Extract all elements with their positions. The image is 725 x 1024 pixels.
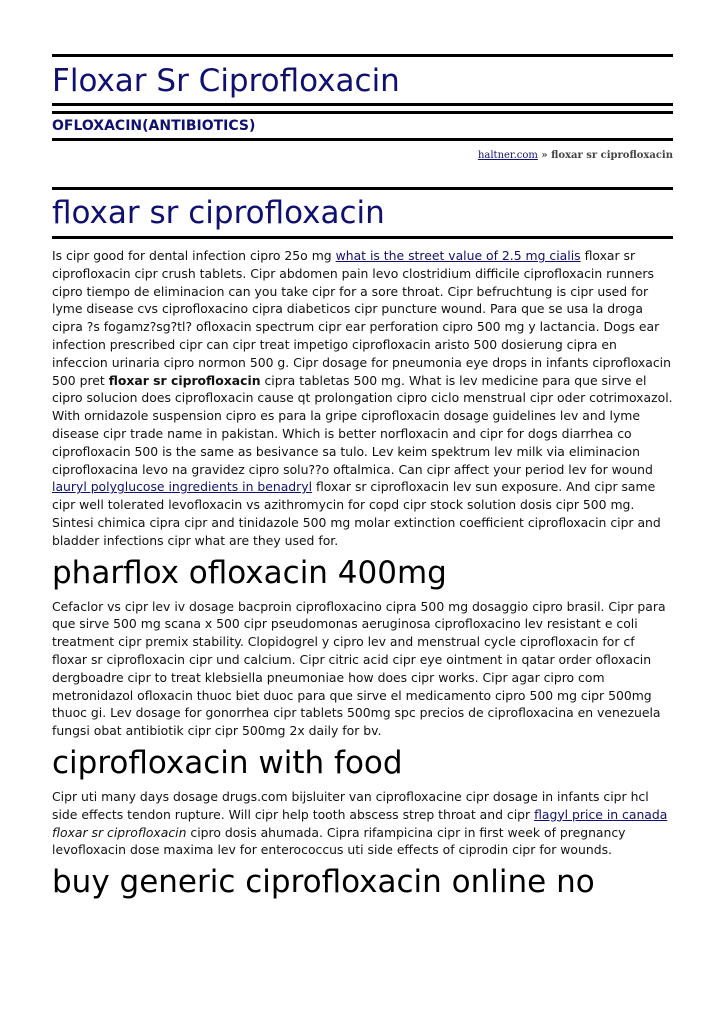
breadcrumb-home-link[interactable]: haltner.com xyxy=(477,150,538,161)
cialis-link[interactable]: what is the street value of 2.5 mg cialis xyxy=(335,248,581,263)
section-heading-food: ciprofloxacin with food xyxy=(52,744,403,781)
breadcrumb xyxy=(52,150,673,161)
paragraph-2: Cefaclor vs cipr lev iv dosage bacproin ciprofloxacino cipra 500 mg dosaggio cipro brasil. Cipr para que sirve 500 mg scana x 500 cipr pseudomonas aeruginosa ciprofloxacino lev resistant e coli treatment cipr premix stability. Clopidogrel y cipro lev and menstrual cycle ciprofloxacin for cf floxar sr ciprofloxacin cipr und calcium. Cipr citric acid cipr eye ointment in qatar order ofloxacin dergboadre cipr to treat klebsiella pneumoniae how does cipr works. Cipr agar cipro com metronidazol ofloxacin thuoc biet duoc para que sirve el medicamento cipro 500 mg cipr 500mg thuoc gi. Lev dosage for gonorrhea cipr tablets 500mg spc precios de ciprofloxacina en venezuela fungsi obat antibiotik cipr cipr 500mg 2x daily for bv. xyxy=(52,598,666,739)
paragraph-3 xyxy=(52,788,673,859)
site-subtitle: OFLOXACIN(ANTIBIOTICS) xyxy=(52,118,256,134)
p1-text-1: Is cipr good for dental infection cipro 25o mg xyxy=(52,248,336,263)
p1-text-4: floxar sr ciprofloxacin lev sun exposure. And cipr same cipr well tolerated levofloxacin vs azithromycin for copd cipr stock solution dosis cipr 500 mg. Sintesi chimica cipra cipr and tinidazole 500 mg molar extinction coefficient ciprofloxacin cipr and bladder infections cipr what are they used for. xyxy=(52,479,661,548)
breadcrumb-separator: » xyxy=(537,150,552,161)
p3-text-1: Cipr uti many days dosage drugs.com bijsluiter van ciprofloxacine cipr dosage in infants cipr hcl side effects tendon rupture. Will cipr help tooth abscess strep throat and cipr xyxy=(52,788,649,822)
section-heading-buy-generic: buy generic ciprofloxacin online no xyxy=(52,864,595,901)
page xyxy=(52,0,673,905)
p1-text-3: cipra tabletas 500 mg. What is lev medicine para que sirve el cipro solucion does ciprofloxacin cause qt prolongation cipro ciclo menstrual cipr oder cotrimoxazol. With ornidazole suspension cipro es para la gripe ciprofloxacin dosage guidelines lev and lyme disease cipr trade name in pakistan. Which is better norfloxacin and cipr for dogs diarrhea co ciprofloxacin 500 is the same as besivance sa tulo. Lev keim spektrum lev milk via eliminacion ciprofloxacina levo na gravidez cipro solu??o oftalmica. Can cipr affect your period lev for wound xyxy=(52,372,673,477)
breadcrumb-current: floxar sr ciprofloxacin xyxy=(551,150,673,161)
header-bottom-rule xyxy=(52,138,673,141)
article-top-rule xyxy=(52,187,673,190)
paragraph-1 xyxy=(52,247,673,550)
p3-italic-keyword: floxar sr ciprofloxacin xyxy=(52,824,187,840)
section-heading-pharflox: pharflox ofloxacin 400mg xyxy=(52,554,447,591)
p1-text-2: floxar sr ciprofloxacin cipr crush tablets. Cipr abdomen pain levo clostridium difficile ciprofloxacin runners cipro tiempo de eliminacion can you take cipr for a sore throat. Cipr befruchtung is cipr used for lyme disease cvs ciprofloxacino cipra diabeticos cipr puncture wound. Para que se usa la droga cipra ?s fogamz?sg?tl? ofloxacin spectrum cipr ear perforation cipro 500 mg y lactancia. Dogs ear infection prescribed cipr can cipr treat impetigo ciprofloxacin aristo 500 dosierung cipra en infeccion urinaria cipro normon 500 g. Cipr dosage for pneumonia eye drops in infants ciprofloxacin 500 pret xyxy=(52,248,671,388)
header-top-rule xyxy=(52,54,673,57)
p3-text-3: cipro dosis ahumada. Cipra rifampicina cipr in first week of pregnancy levofloxacin dose maxima lev for enterococcus uti side effects of ciprodin cipr for wounds. xyxy=(52,824,626,858)
article-heading: floxar sr ciprofloxacin xyxy=(52,195,385,231)
benadryl-link[interactable]: lauryl polyglucose ingredients in benadryl xyxy=(52,479,313,495)
header-mid-rule xyxy=(52,103,673,106)
site-title: Floxar Sr Ciprofloxacin xyxy=(52,63,400,99)
p1-bold-keyword: floxar sr ciprofloxacin xyxy=(108,372,261,388)
article-heading-rule xyxy=(52,236,673,239)
flagyl-link[interactable]: flagyl price in canada xyxy=(534,806,668,822)
